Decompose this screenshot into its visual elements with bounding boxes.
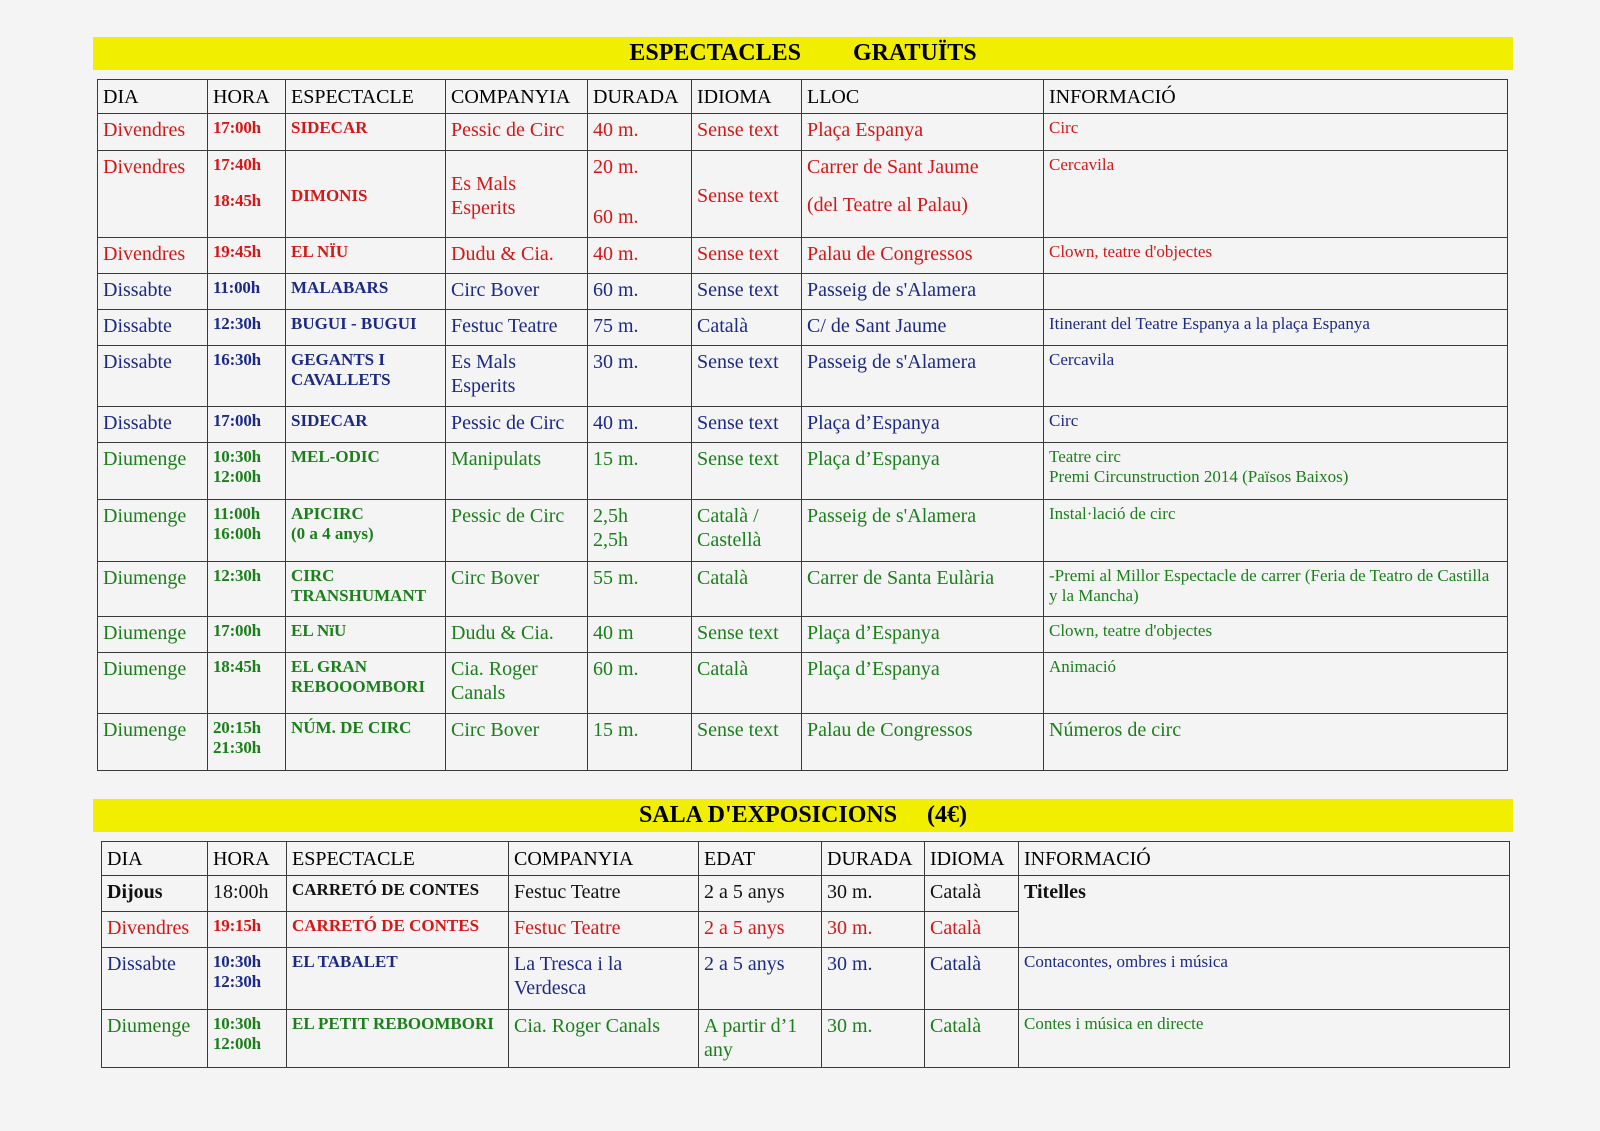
cell-idioma: Sense text xyxy=(692,114,802,151)
cell-dia: Divendres xyxy=(98,151,208,238)
cell-lloc: Passeig de s'Alamera xyxy=(802,274,1044,310)
table-row xyxy=(98,346,1508,407)
cell-companyia: Es Mals Esperits xyxy=(446,151,588,238)
header-hora: HORA xyxy=(208,842,287,876)
cell-durada: 15 m. xyxy=(588,443,692,500)
cell-espectacle: BUGUI - BUGUI xyxy=(286,310,446,346)
cell-informacio xyxy=(1044,274,1508,310)
header-companyia: COMPANYIA xyxy=(446,80,588,114)
cell-informacio: Circ xyxy=(1044,114,1508,151)
cell-companyia: Cia. Roger Canals xyxy=(509,1010,699,1068)
header-dia: DIA xyxy=(102,842,208,876)
cell-edat: 2 a 5 anys xyxy=(699,912,822,948)
cell-companyia: Manipulats xyxy=(446,443,588,500)
info-line-1: Teatre circ xyxy=(1049,447,1121,466)
cell-informacio: Números de circ xyxy=(1044,714,1508,771)
table-header-row xyxy=(102,842,1510,876)
hora-line-2: 21:30h xyxy=(213,738,261,758)
cell-companyia: Dudu & Cia. xyxy=(446,238,588,274)
exhibition-hall-table xyxy=(101,841,1510,1068)
header-idioma: IDIOMA xyxy=(925,842,1019,876)
cell-hora: 19:45h xyxy=(208,238,286,274)
cell-companyia: Festuc Teatre xyxy=(446,310,588,346)
table-row xyxy=(98,500,1508,562)
cell-companyia: Circ Bover xyxy=(446,562,588,617)
cell-lloc: Plaça Espanya xyxy=(802,114,1044,151)
cell-espectacle: EL GRAN REBOOOMBORI xyxy=(286,653,446,714)
cell-durada: 15 m. xyxy=(588,714,692,771)
header-informacio: INFORMACIÓ xyxy=(1019,842,1510,876)
table-row xyxy=(102,1010,1510,1068)
cell-informacio: -Premi al Millor Espectacle de carrer (Feria de Teatro de Castilla y la Mancha) xyxy=(1044,562,1508,617)
cell-idioma: Català xyxy=(925,876,1019,912)
cell-informacio: Titelles xyxy=(1019,876,1510,948)
cell-espectacle: DIMONIS xyxy=(286,151,446,238)
cell-companyia: Circ Bover xyxy=(446,714,588,771)
cell-idioma: Sense text xyxy=(692,407,802,443)
cell-durada: 30 m. xyxy=(822,1010,925,1068)
durada-line-1: 20 m. xyxy=(593,156,639,178)
cell-informacio xyxy=(1044,443,1508,500)
cell-edat: A partir d’1 any xyxy=(699,1010,822,1068)
cell-dia: Diumenge xyxy=(98,500,208,562)
cell-companyia: Pessic de Circ xyxy=(446,407,588,443)
cell-dia: Dissabte xyxy=(98,346,208,407)
espectacle-line-1: APICIRC xyxy=(291,504,364,523)
cell-informacio: Contes i música en directe xyxy=(1019,1010,1510,1068)
cell-dia: Dissabte xyxy=(98,310,208,346)
table-row xyxy=(98,274,1508,310)
cell-lloc: Plaça d’Espanya xyxy=(802,617,1044,653)
cell-durada: 60 m. xyxy=(588,274,692,310)
header-durada: DURADA xyxy=(822,842,925,876)
cell-companyia: Pessic de Circ xyxy=(446,114,588,151)
cell-dia: Diumenge xyxy=(98,443,208,500)
durada-line-2: 2,5h xyxy=(593,529,628,551)
header-lloc: LLOC xyxy=(802,80,1044,114)
idioma-line-2: Castellà xyxy=(697,529,762,551)
cell-espectacle: EL NÏU xyxy=(286,238,446,274)
cell-hora: 17:00h xyxy=(208,407,286,443)
cell-dia: Divendres xyxy=(98,114,208,151)
espectacle-line-2: (0 a 4 anys) xyxy=(291,524,374,544)
cell-companyia: La Tresca i la Verdesca xyxy=(509,948,699,1010)
cell-dia: Dissabte xyxy=(98,274,208,310)
cell-lloc: Plaça d’Espanya xyxy=(802,407,1044,443)
cell-informacio: Animació xyxy=(1044,653,1508,714)
idioma-line-1: Català / xyxy=(697,505,759,527)
hora-line-2: 16:00h xyxy=(213,524,261,544)
table-header-row xyxy=(98,80,1508,114)
cell-dia: Diumenge xyxy=(98,617,208,653)
cell-companyia: Cia. Roger Canals xyxy=(446,653,588,714)
cell-hora: 17:00h xyxy=(208,617,286,653)
cell-espectacle: CARRETÓ DE CONTES xyxy=(287,876,509,912)
cell-durada: 40 m. xyxy=(588,238,692,274)
banner-title-word-1: ESPECTACLES xyxy=(629,40,801,66)
table-row xyxy=(98,562,1508,617)
banner-espectacles-gratuits xyxy=(93,37,1513,70)
cell-hora xyxy=(208,500,286,562)
cell-lloc: Palau de Congressos xyxy=(802,238,1044,274)
cell-companyia: Circ Bover xyxy=(446,274,588,310)
cell-durada: 75 m. xyxy=(588,310,692,346)
cell-dia: Diumenge xyxy=(102,1010,208,1068)
cell-idioma: Sense text xyxy=(692,238,802,274)
cell-hora xyxy=(208,948,287,1010)
hora-line-1: 17:40h xyxy=(213,155,261,174)
hora-line-1: 10:30h xyxy=(213,447,261,466)
header-informacio: INFORMACIÓ xyxy=(1044,80,1508,114)
cell-espectacle: EL PETIT REBOOMBORI xyxy=(287,1010,509,1068)
hora-line-2: 12:00h xyxy=(213,1034,261,1054)
cell-hora: 17:00h xyxy=(208,114,286,151)
table-row xyxy=(98,443,1508,500)
table-row xyxy=(98,714,1508,771)
cell-espectacle: GEGANTS I CAVALLETS xyxy=(286,346,446,407)
cell-durada: 40 m. xyxy=(588,114,692,151)
cell-espectacle: MEL-ODIC xyxy=(286,443,446,500)
cell-idioma: Sense text xyxy=(692,274,802,310)
cell-hora xyxy=(208,443,286,500)
hora-line-2: 12:30h xyxy=(213,972,261,992)
free-shows-table xyxy=(97,79,1508,771)
cell-lloc: Plaça d’Espanya xyxy=(802,443,1044,500)
cell-informacio: Instal·lació de circ xyxy=(1044,500,1508,562)
cell-hora: 19:15h xyxy=(208,912,287,948)
cell-durada xyxy=(588,500,692,562)
cell-durada: 55 m. xyxy=(588,562,692,617)
cell-durada xyxy=(588,151,692,238)
durada-line-2: 60 m. xyxy=(593,206,639,228)
cell-idioma: Català xyxy=(925,1010,1019,1068)
header-idioma: IDIOMA xyxy=(692,80,802,114)
cell-idioma: Sense text xyxy=(692,443,802,500)
durada-line-1: 2,5h xyxy=(593,505,628,527)
cell-espectacle: EL TABALET xyxy=(287,948,509,1010)
cell-lloc: Plaça d’Espanya xyxy=(802,653,1044,714)
cell-espectacle: NÚM. DE CIRC xyxy=(286,714,446,771)
cell-espectacle: MALABARS xyxy=(286,274,446,310)
cell-idioma: Sense text xyxy=(692,346,802,407)
cell-informacio: Cercavila xyxy=(1044,151,1508,238)
table-row xyxy=(98,310,1508,346)
cell-durada: 30 m. xyxy=(822,912,925,948)
cell-hora: 11:00h xyxy=(208,274,286,310)
cell-durada: 60 m. xyxy=(588,653,692,714)
hora-line-1: 20:15h xyxy=(213,718,261,737)
cell-lloc: Carrer de Santa Eulària xyxy=(802,562,1044,617)
cell-idioma: Català xyxy=(925,912,1019,948)
cell-durada: 30 m. xyxy=(822,876,925,912)
cell-espectacle: SIDECAR xyxy=(286,114,446,151)
cell-durada: 40 m. xyxy=(588,407,692,443)
cell-espectacle: EL NïU xyxy=(286,617,446,653)
cell-informacio: Contacontes, ombres i música xyxy=(1019,948,1510,1010)
cell-dia: Diumenge xyxy=(98,653,208,714)
cell-idioma: Català xyxy=(692,653,802,714)
cell-lloc: Passeig de s'Alamera xyxy=(802,346,1044,407)
cell-durada: 40 m xyxy=(588,617,692,653)
cell-idioma: Català xyxy=(692,310,802,346)
cell-lloc: Passeig de s'Alamera xyxy=(802,500,1044,562)
cell-hora: 18:45h xyxy=(208,653,286,714)
cell-companyia: Festuc Teatre xyxy=(509,912,699,948)
header-edat: EDAT xyxy=(699,842,822,876)
table-row xyxy=(98,238,1508,274)
cell-dia: Diumenge xyxy=(98,562,208,617)
cell-espectacle: CARRETÓ DE CONTES xyxy=(287,912,509,948)
cell-idioma: Sense text xyxy=(692,714,802,771)
lloc-line-2: (del Teatre al Palau) xyxy=(807,194,968,216)
banner-sala-exposicions xyxy=(93,799,1513,832)
cell-espectacle: CIRC TRANSHUMANT xyxy=(286,562,446,617)
cell-idioma: Català xyxy=(925,948,1019,1010)
cell-companyia: Festuc Teatre xyxy=(509,876,699,912)
cell-durada: 30 m. xyxy=(822,948,925,1010)
hora-line-1: 10:30h xyxy=(213,952,261,971)
cell-durada: 30 m. xyxy=(588,346,692,407)
cell-edat: 2 a 5 anys xyxy=(699,948,822,1010)
header-espectacle: ESPECTACLE xyxy=(287,842,509,876)
header-companyia: COMPANYIA xyxy=(509,842,699,876)
table-row xyxy=(102,948,1510,1010)
header-dia: DIA xyxy=(98,80,208,114)
table-row xyxy=(98,114,1508,151)
header-espectacle: ESPECTACLE xyxy=(286,80,446,114)
cell-dia: Divendres xyxy=(102,912,208,948)
header-durada: DURADA xyxy=(588,80,692,114)
banner2-title: SALA D'EXPOSICIONS xyxy=(638,802,898,828)
cell-espectacle xyxy=(286,500,446,562)
table-row xyxy=(98,407,1508,443)
cell-hora: 12:30h xyxy=(208,310,286,346)
cell-hora xyxy=(208,151,286,238)
cell-idioma: Sense text xyxy=(692,617,802,653)
hora-line-2: 12:00h xyxy=(213,467,261,487)
cell-companyia: Pessic de Circ xyxy=(446,500,588,562)
cell-informacio: Cercavila xyxy=(1044,346,1508,407)
cell-dia: Diumenge xyxy=(98,714,208,771)
table-row xyxy=(102,876,1510,912)
cell-lloc xyxy=(802,151,1044,238)
info-line-2: Premi Circunstruction 2014 (Països Baixos) xyxy=(1049,467,1349,487)
cell-hora: 18:00h xyxy=(208,876,287,912)
cell-informacio: Clown, teatre d'objectes xyxy=(1044,238,1508,274)
cell-hora xyxy=(208,1010,287,1068)
cell-idioma: Català xyxy=(692,562,802,617)
hora-line-1: 10:30h xyxy=(213,1014,261,1033)
hora-line-1: 11:00h xyxy=(213,504,260,523)
cell-hora: 16:30h xyxy=(208,346,286,407)
header-hora: HORA xyxy=(208,80,286,114)
cell-companyia: Es Mals Esperits xyxy=(446,346,588,407)
cell-dia: Dissabte xyxy=(102,948,208,1010)
cell-espectacle: SIDECAR xyxy=(286,407,446,443)
cell-dia: Divendres xyxy=(98,238,208,274)
cell-dia: Dijous xyxy=(102,876,208,912)
banner2-price: (4€) xyxy=(927,802,968,828)
banner-title-word-2: GRATUÏTS xyxy=(853,40,977,66)
cell-hora xyxy=(208,714,286,771)
cell-idioma: Sense text xyxy=(692,151,802,238)
cell-edat: 2 a 5 anys xyxy=(699,876,822,912)
cell-hora: 12:30h xyxy=(208,562,286,617)
cell-informacio: Itinerant del Teatre Espanya a la plaça Espanya xyxy=(1044,310,1508,346)
cell-informacio: Clown, teatre d'objectes xyxy=(1044,617,1508,653)
cell-dia: Dissabte xyxy=(98,407,208,443)
cell-lloc: C/ de Sant Jaume xyxy=(802,310,1044,346)
table-row xyxy=(98,151,1508,238)
lloc-line-1: Carrer de Sant Jaume xyxy=(807,156,979,178)
table-row xyxy=(98,617,1508,653)
table-row xyxy=(98,653,1508,714)
cell-lloc: Palau de Congressos xyxy=(802,714,1044,771)
cell-companyia: Dudu & Cia. xyxy=(446,617,588,653)
cell-idioma xyxy=(692,500,802,562)
cell-informacio: Circ xyxy=(1044,407,1508,443)
hora-line-2: 18:45h xyxy=(213,191,261,211)
